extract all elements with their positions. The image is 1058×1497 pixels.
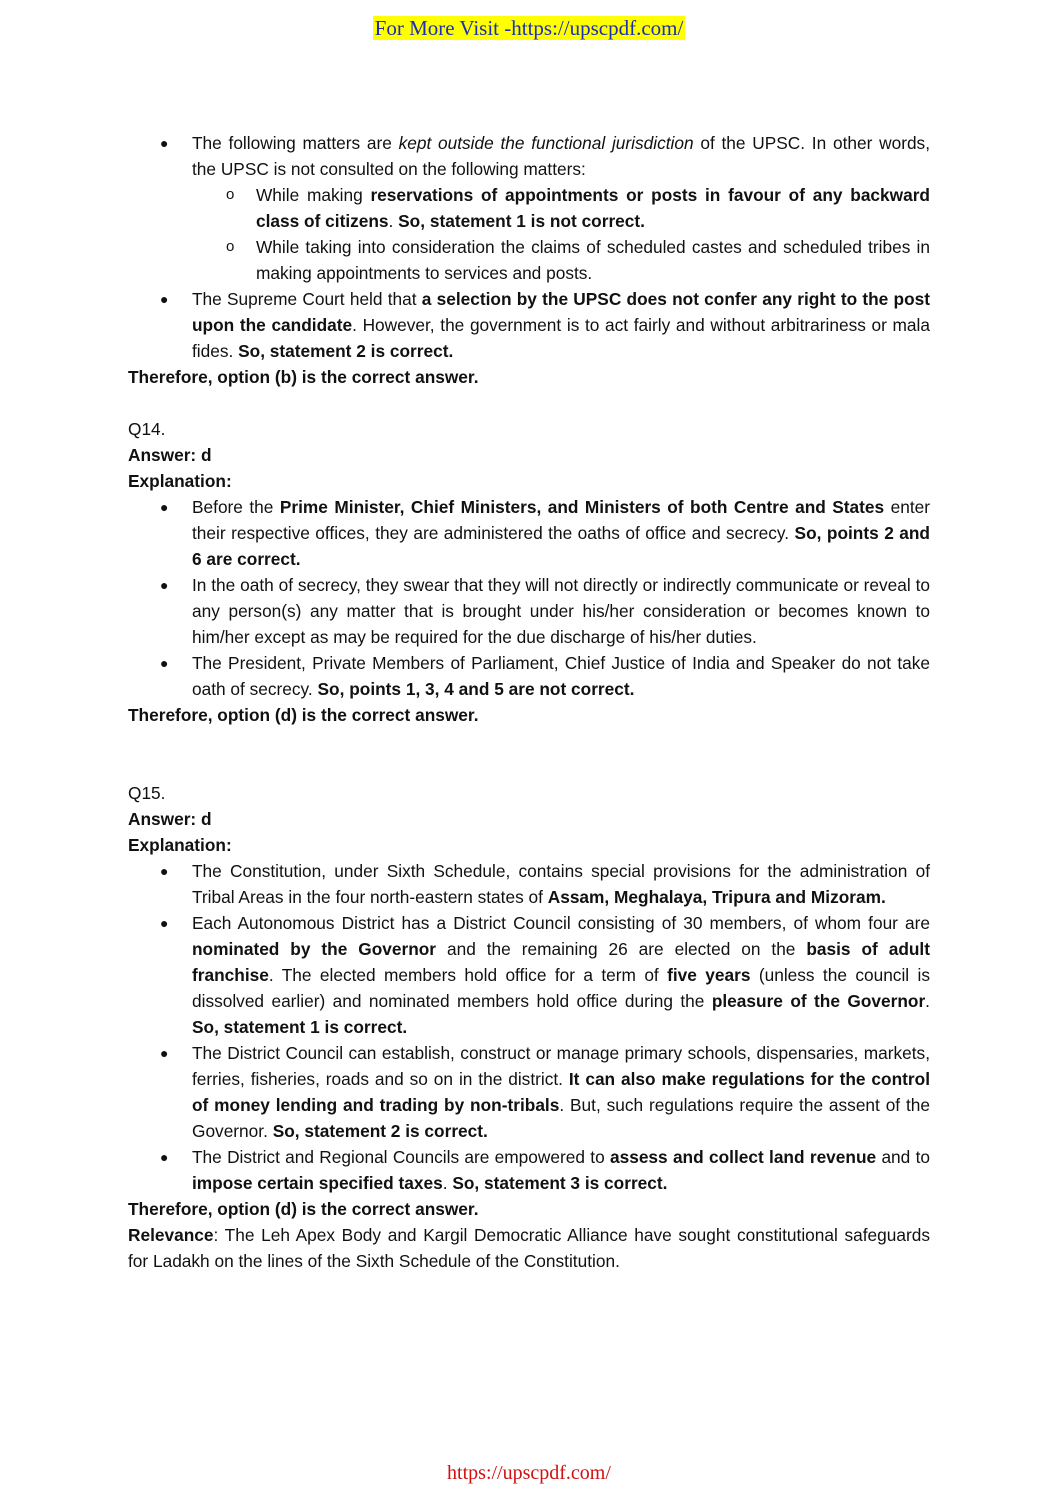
text-run: The following matters are — [192, 133, 399, 153]
bullet-icon: ● — [160, 577, 169, 593]
text-run: nominated by the Governor — [192, 939, 437, 959]
bullet-icon: ● — [160, 915, 169, 931]
list-item — [128, 130, 930, 286]
q15-conclusion: Therefore, option (d) is the correct answer. — [128, 1199, 479, 1219]
text-run: Prime Minister, Chief Ministers, and Ministers of both Centre and States — [279, 497, 885, 517]
q15-bullets — [128, 858, 930, 1196]
list-item — [128, 858, 930, 910]
sub-list-item — [192, 182, 930, 234]
q15-explanation-heading: Explanation: — [128, 835, 232, 855]
q13-bullets — [128, 130, 930, 364]
bullet-icon: ● — [160, 655, 169, 671]
text-run: kept outside the functional jurisdiction — [398, 133, 694, 153]
list-item — [128, 650, 930, 702]
text-run: So, statement 1 is not correct. — [398, 211, 645, 231]
text-run: basis of adult franchise — [192, 939, 930, 985]
header-link[interactable]: For More Visit -https://upscpdf.com/ — [374, 16, 684, 40]
text-run: (unless the council is dissolved earlier) and nominated members hold office during the — [192, 965, 930, 1011]
bullet-icon: ● — [160, 499, 169, 515]
sub-list-item — [192, 234, 930, 286]
relevance-text: : The Leh Apex Body and Kargil Democratic Alliance have sought constitutional safeguards for Ladakh on the lines of the Sixth Schedule of the Constitution. — [128, 1225, 930, 1271]
bullet-icon: ● — [160, 1045, 169, 1061]
relevance-label: Relevance — [128, 1225, 214, 1245]
text-run: . But, such regulations require the assent of the Governor. — [192, 1095, 930, 1141]
list-item — [128, 1040, 930, 1144]
q13-conclusion: Therefore, option (b) is the correct answer. — [128, 367, 479, 387]
bullet-icon: ● — [160, 291, 169, 307]
circle-bullet-icon: o — [226, 238, 235, 255]
q14-conclusion: Therefore, option (d) is the correct answer. — [128, 705, 479, 725]
text-run: So, points 1, 3, 4 and 5 are not correct. — [317, 679, 635, 699]
text-run: The Supreme Court held that — [192, 289, 422, 309]
text-run: Each Autonomous District has a District Council consisting of 30 members, of whom four are — [192, 913, 930, 933]
text-run: a selection by the UPSC does not confer any right to the post upon the candidate — [192, 289, 930, 335]
text-run: pleasure of the Governor — [711, 991, 926, 1011]
text-run: It can also make regulations for the control of money lending and trading by non-tribals — [192, 1069, 930, 1115]
text-run: The Constitution, under Sixth Schedule, contains special provisions for the administration of Tribal Areas in the four north-eastern states of — [192, 861, 930, 907]
text-run: In the oath of secrecy, they swear that they will not directly or indirectly communicate or reveal to any person(s) any matter that is brought under his/her consideration or becomes known to him/her except as may be required for the due discharge of his/her duties. — [192, 575, 930, 647]
sub-bullets — [192, 182, 930, 286]
text-run: The District and Regional Councils are empowered to — [192, 1147, 610, 1167]
text-run: So, statement 3 is correct. — [452, 1173, 668, 1193]
bullet-icon: ● — [160, 863, 169, 879]
list-item — [128, 286, 930, 364]
text-run: So, statement 1 is correct. — [192, 1017, 408, 1037]
q15-label: Q15. — [128, 783, 166, 803]
q14-explanation-heading: Explanation: — [128, 471, 232, 491]
text-run: . However, the government is to act fairly and without arbitrariness or mala fides. — [192, 315, 930, 361]
text-run: enter their respective offices, they are administered the oaths of office and secrecy. — [192, 497, 931, 543]
q14-label: Q14. — [128, 419, 166, 439]
q14-answer: Answer: d — [128, 445, 212, 465]
text-run: While making — [256, 185, 371, 205]
text-run: Before the — [192, 497, 280, 517]
footer-link[interactable]: https://upscpdf.com/ — [447, 1462, 611, 1484]
text-run: . The elected members hold office for a term of — [268, 965, 668, 985]
bullet-icon: ● — [160, 135, 169, 151]
text-run: impose certain specified taxes — [192, 1173, 443, 1193]
text-run: of the UPSC. In other words, the UPSC is not consulted on the following matters: — [192, 133, 930, 179]
text-run: The District Council can establish, construct or manage primary schools, dispensaries, markets, ferries, fisheries, roads and so on in the district. — [192, 1043, 930, 1089]
bullet-icon: ● — [160, 1149, 169, 1165]
text-run: . — [925, 991, 930, 1011]
list-item — [128, 1144, 930, 1196]
text-run: The President, Private Members of Parliament, Chief Justice of India and Speaker do not take oath of secrecy. — [192, 653, 930, 699]
text-run: and the remaining 26 are elected on the — [436, 939, 807, 959]
text-run: While taking into consideration the claims of scheduled castes and scheduled tribes in making appointments to services and posts. — [256, 237, 930, 283]
list-item — [128, 494, 930, 572]
footer-banner — [0, 1462, 1058, 1485]
circle-bullet-icon: o — [226, 186, 235, 203]
text-run: So, statement 2 is correct. — [272, 1121, 488, 1141]
text-run: So, statement 2 is correct. — [238, 341, 454, 361]
text-run: . — [388, 211, 399, 231]
text-run: reservations of appointments or posts in favour of any backward class of citizens — [256, 185, 930, 231]
text-run: So, points 2 and 6 are correct. — [192, 523, 930, 569]
q14-bullets — [128, 494, 930, 702]
text-run: Assam, Meghalaya, Tripura and Mizoram. — [547, 887, 886, 907]
text-run: assess and collect land revenue — [609, 1147, 877, 1167]
header-banner — [0, 16, 1058, 41]
text-run: and to — [876, 1147, 930, 1167]
page-content — [128, 130, 930, 1274]
q15-relevance — [128, 1222, 930, 1274]
text-run: . — [442, 1173, 453, 1193]
text-run: five years — [667, 965, 751, 985]
list-item — [128, 572, 930, 650]
q15-answer: Answer: d — [128, 809, 212, 829]
list-item — [128, 910, 930, 1040]
